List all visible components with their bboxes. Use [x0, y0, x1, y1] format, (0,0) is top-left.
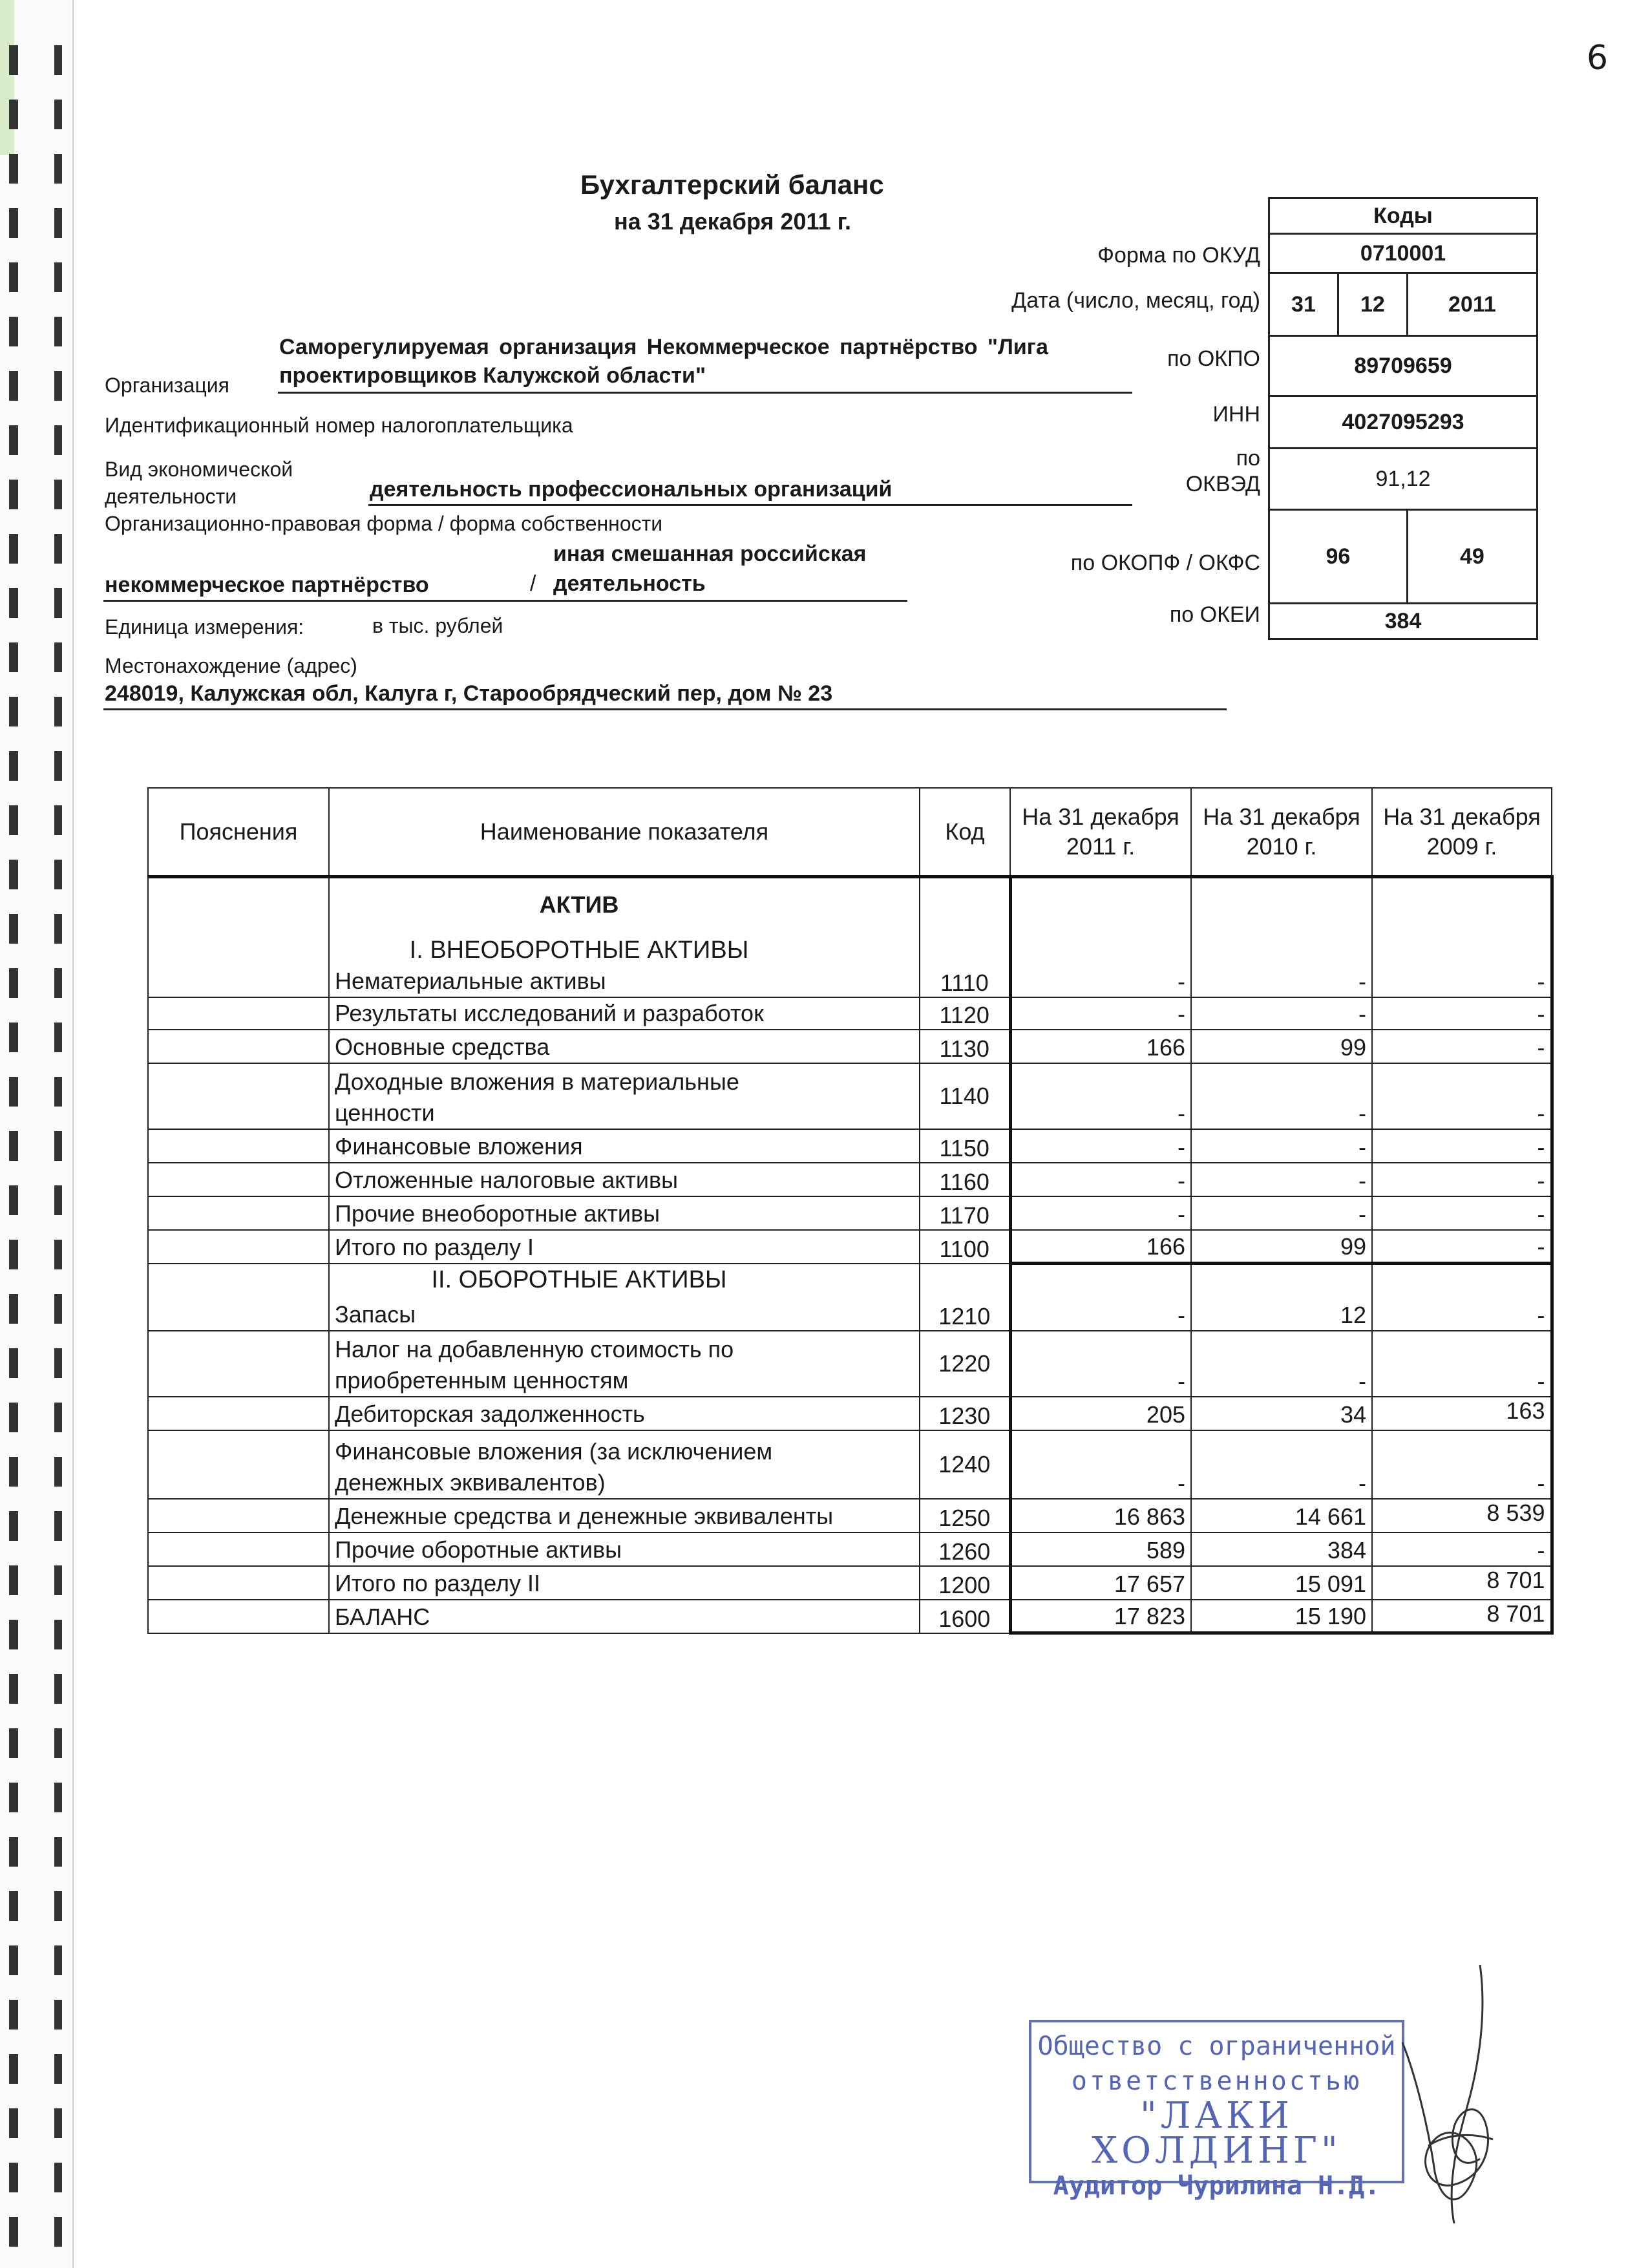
row-value-2011: 17 823 — [1010, 1600, 1191, 1633]
table-row — [148, 1063, 1552, 1129]
okei-code: 384 — [1269, 604, 1537, 639]
table-header-row — [148, 788, 1552, 877]
notes-cell — [148, 1331, 329, 1397]
row-value-2009: 163 — [1372, 1397, 1552, 1430]
legal-form-label: Организационно-правовая форма / форма собственности — [105, 512, 663, 535]
row-name: Итого по разделу II — [329, 1566, 920, 1600]
table-row — [148, 1030, 1552, 1063]
address-underline — [103, 708, 1227, 710]
date-day: 31 — [1269, 273, 1338, 336]
okud-label: Форма по ОКУД — [1097, 243, 1260, 268]
row-value-2010: 34 — [1191, 1397, 1372, 1430]
row-name: Прочие оборотные активы — [329, 1532, 920, 1566]
table-row — [148, 1397, 1552, 1430]
col-code-header: Код — [920, 788, 1010, 877]
row-value-2010: 15 190 — [1191, 1600, 1372, 1633]
col-2011-header — [1010, 788, 1191, 877]
activity-value: деятельность профессиональных организаций — [370, 477, 893, 502]
taxpayer-id-label: Идентификационный номер налогоплательщика — [105, 414, 573, 437]
unit-value: в тыс. рублей — [372, 614, 503, 637]
row-value-2009: - — [1372, 997, 1552, 1030]
page-number: 6 — [1587, 39, 1609, 78]
row-value-2009: - — [1372, 1430, 1552, 1499]
section1-heading: I. ВНЕОБОРОТНЫЕ АКТИВЫ — [409, 936, 749, 964]
activity-label-2: деятельности — [105, 485, 237, 508]
row-name: Результаты исследований и разработок — [329, 997, 920, 1030]
row-value-2009: 8 701 — [1372, 1600, 1552, 1633]
row-name: Денежные средства и денежные эквиваленты — [329, 1499, 920, 1532]
unit-label: Единица измерения: — [105, 615, 304, 639]
table-row — [148, 1129, 1552, 1163]
row-value-2009: - — [1372, 1264, 1552, 1331]
balance-table — [147, 787, 1554, 1635]
row-code: 1240 — [920, 1430, 1010, 1499]
row-value-2009: - — [1372, 1163, 1552, 1196]
stamp-line4: Аудитор Чурилина Н.Д. — [1053, 2171, 1380, 2201]
page-edge — [72, 0, 74, 2268]
row-name: Дебиторская задолженность — [329, 1397, 920, 1430]
row-value-2011: - — [1010, 1430, 1191, 1499]
legal-form-right-2: деятельность — [553, 571, 706, 596]
okved-label-2: ОКВЭД — [1185, 472, 1260, 496]
col-2009-header-line2: 2009 г. — [1426, 833, 1497, 860]
row-value-2011: - — [1010, 877, 1191, 997]
date-year: 2011 — [1407, 273, 1537, 336]
assets-heading: АКТИВ — [539, 891, 619, 918]
org-name-line1: Саморегулируемая организация Некоммерческое партнёрство "Лига — [279, 335, 1048, 359]
okud-code: 0710001 — [1269, 234, 1537, 273]
okved-code: 91,12 — [1269, 449, 1537, 510]
col-notes-header: Пояснения — [148, 788, 329, 877]
date-month: 12 — [1338, 273, 1407, 336]
col-2010-header-line1: На 31 декабря — [1203, 803, 1360, 830]
legal-form-underline — [103, 600, 907, 602]
table-row — [148, 877, 1552, 997]
table-row — [148, 1532, 1552, 1566]
row-code: 1130 — [920, 1030, 1010, 1063]
notes-cell — [148, 1063, 329, 1129]
row-value-2010: - — [1191, 1196, 1372, 1230]
row-value-2011: 16 863 — [1010, 1499, 1191, 1532]
row-code: 1600 — [920, 1600, 1010, 1633]
row-value-2011: 589 — [1010, 1532, 1191, 1566]
notes-cell — [148, 1532, 329, 1566]
auditor-stamp — [1029, 2020, 1404, 2201]
row-name: БАЛАНС — [329, 1600, 920, 1633]
row-name: Итого по разделу I — [329, 1230, 920, 1264]
document-title: Бухгалтерский баланс — [580, 169, 884, 200]
row-name: Прочие внеоборотные активы — [329, 1196, 920, 1230]
okved-label-1: по — [1236, 446, 1260, 471]
row-value-2009: - — [1372, 877, 1552, 997]
notes-cell — [148, 997, 329, 1030]
okopf-code: 96 — [1269, 510, 1408, 604]
binding-strip — [0, 0, 71, 2268]
org-name-line2: проектировщиков Калужской области" — [279, 363, 706, 388]
col-2010-header — [1191, 788, 1372, 877]
row-code: 1120 — [920, 997, 1010, 1030]
row-value-2010: 14 661 — [1191, 1499, 1372, 1532]
row-code: 1200 — [920, 1566, 1010, 1600]
stamp-line3: "ЛАКИ ХОЛДИНГ" — [1092, 2095, 1342, 2172]
name-cell — [329, 1264, 920, 1331]
codes-table — [1268, 197, 1538, 640]
row-code: 1170 — [920, 1196, 1010, 1230]
inn-label: ИНН — [1212, 402, 1260, 427]
binding-rings-right — [54, 45, 62, 2256]
auditor-signature — [1389, 1958, 1506, 2236]
row-value-2009: - — [1372, 1030, 1552, 1063]
table-row — [148, 997, 1552, 1030]
row-code: 1160 — [920, 1163, 1010, 1196]
row-value-2009: - — [1372, 1196, 1552, 1230]
section2-heading: II. ОБОРОТНЫЕ АКТИВЫ — [431, 1266, 727, 1293]
notes-cell — [148, 1397, 329, 1430]
inn-code: 4027095293 — [1269, 396, 1537, 449]
row-value-2011: 17 657 — [1010, 1566, 1191, 1600]
notes-cell — [148, 1600, 329, 1633]
row-value-2010: - — [1191, 1331, 1372, 1397]
row-code: 1260 — [920, 1532, 1010, 1566]
row-value-2010: 99 — [1191, 1230, 1372, 1264]
row-name: Финансовые вложения — [329, 1129, 920, 1163]
notes-cell — [148, 1264, 329, 1331]
okei-label: по ОКЕИ — [1169, 602, 1260, 627]
col-2009-header — [1372, 788, 1552, 877]
row-value-2011: - — [1010, 1264, 1191, 1331]
row-value-2010: - — [1191, 1129, 1372, 1163]
row-value-2009: 8 539 — [1372, 1499, 1552, 1532]
row-value-2010: - — [1191, 1063, 1372, 1129]
okpo-code: 89709659 — [1269, 336, 1537, 396]
row-value-2011: - — [1010, 1129, 1191, 1163]
col-2011-header-line2: 2011 г. — [1066, 833, 1136, 860]
col-name-header: Наименование показателя — [329, 788, 920, 877]
col-2009-header-line1: На 31 декабря — [1383, 803, 1541, 830]
row-value-2009: - — [1372, 1230, 1552, 1264]
row-code: 1210 — [920, 1264, 1010, 1331]
row-value-2011: - — [1010, 1331, 1191, 1397]
row-name: Основные средства — [329, 1030, 920, 1063]
row-value-2010: 12 — [1191, 1264, 1372, 1331]
row-value-2009: - — [1372, 1063, 1552, 1129]
codes-header: Коды — [1269, 198, 1537, 234]
row-value-2009: - — [1372, 1129, 1552, 1163]
row-name: Нематериальные активы — [335, 967, 606, 994]
row-value-2011: - — [1010, 1163, 1191, 1196]
table-row — [148, 1163, 1552, 1196]
row-value-2010: 384 — [1191, 1532, 1372, 1566]
org-underline — [278, 392, 1132, 394]
table-row — [148, 1264, 1552, 1331]
table-row — [148, 1600, 1552, 1633]
address-label: Местонахождение (адрес) — [105, 654, 357, 677]
row-value-2011: 166 — [1010, 1030, 1191, 1063]
binding-rings — [9, 45, 18, 2256]
row-value-2010: - — [1191, 997, 1372, 1030]
notes-cell — [148, 1129, 329, 1163]
col-2010-header-line2: 2010 г. — [1246, 833, 1317, 860]
row-code: 1100 — [920, 1230, 1010, 1264]
row-value-2011: 166 — [1010, 1230, 1191, 1264]
row-name: Доходные вложения в материальные ценности — [329, 1063, 920, 1129]
stamp-line1: Общество с ограниченной — [1037, 2031, 1396, 2061]
name-cell — [329, 877, 920, 997]
legal-form-left: некоммерческое партнёрство — [105, 573, 429, 597]
notes-cell — [148, 1430, 329, 1499]
row-code: 1110 — [920, 877, 1010, 997]
row-value-2010: - — [1191, 877, 1372, 997]
okpo-label: по ОКПО — [1167, 346, 1260, 371]
table-row — [148, 1230, 1552, 1264]
notes-cell — [148, 1566, 329, 1600]
okopf-label: по ОКОПФ / ОКФС — [1070, 551, 1260, 575]
row-value-2009: 8 701 — [1372, 1566, 1552, 1600]
notes-cell — [148, 877, 329, 997]
row-value-2011: 205 — [1010, 1397, 1191, 1430]
row-value-2010: - — [1191, 1163, 1372, 1196]
notes-cell — [148, 1499, 329, 1532]
legal-form-right-1: иная смешанная российская — [553, 542, 867, 566]
row-value-2011: - — [1010, 997, 1191, 1030]
table-row — [148, 1331, 1552, 1397]
row-code: 1250 — [920, 1499, 1010, 1532]
org-label: Организация — [105, 374, 229, 397]
legal-form-separator: / — [530, 571, 536, 596]
row-code: 1140 — [920, 1063, 1010, 1129]
notes-cell — [148, 1163, 329, 1196]
table-row — [148, 1430, 1552, 1499]
row-value-2009: - — [1372, 1532, 1552, 1566]
col-2011-header-line1: На 31 декабря — [1022, 803, 1179, 830]
row-code: 1150 — [920, 1129, 1010, 1163]
table-row — [148, 1566, 1552, 1600]
row-name: Финансовые вложения (за исключением денежных эквивалентов) — [329, 1430, 920, 1499]
stamp-line2: ответственностью — [1071, 2066, 1362, 2096]
row-name: Отложенные налоговые активы — [329, 1163, 920, 1196]
row-value-2010: - — [1191, 1430, 1372, 1499]
row-name: Запасы — [335, 1300, 416, 1328]
row-value-2011: - — [1010, 1063, 1191, 1129]
row-code: 1230 — [920, 1397, 1010, 1430]
row-code: 1220 — [920, 1331, 1010, 1397]
document-date: на 31 декабря 2011 г. — [614, 208, 851, 235]
notes-cell — [148, 1196, 329, 1230]
date-label: Дата (число, месяц, год) — [1011, 288, 1260, 313]
notes-cell — [148, 1030, 329, 1063]
table-row — [148, 1196, 1552, 1230]
row-name: Налог на добавленную стоимость по приобретенным ценностям — [329, 1331, 920, 1397]
row-value-2010: 15 091 — [1191, 1566, 1372, 1600]
activity-underline — [368, 504, 1132, 506]
row-value-2011: - — [1010, 1196, 1191, 1230]
address-value: 248019, Калужская обл, Калуга г, Старообрядческий пер, дом № 23 — [105, 681, 833, 706]
row-value-2010: 99 — [1191, 1030, 1372, 1063]
activity-label-1: Вид экономической — [105, 458, 293, 481]
row-value-2009: - — [1372, 1331, 1552, 1397]
okfs-code: 49 — [1407, 510, 1537, 604]
table-row — [148, 1499, 1552, 1532]
notes-cell — [148, 1230, 329, 1264]
